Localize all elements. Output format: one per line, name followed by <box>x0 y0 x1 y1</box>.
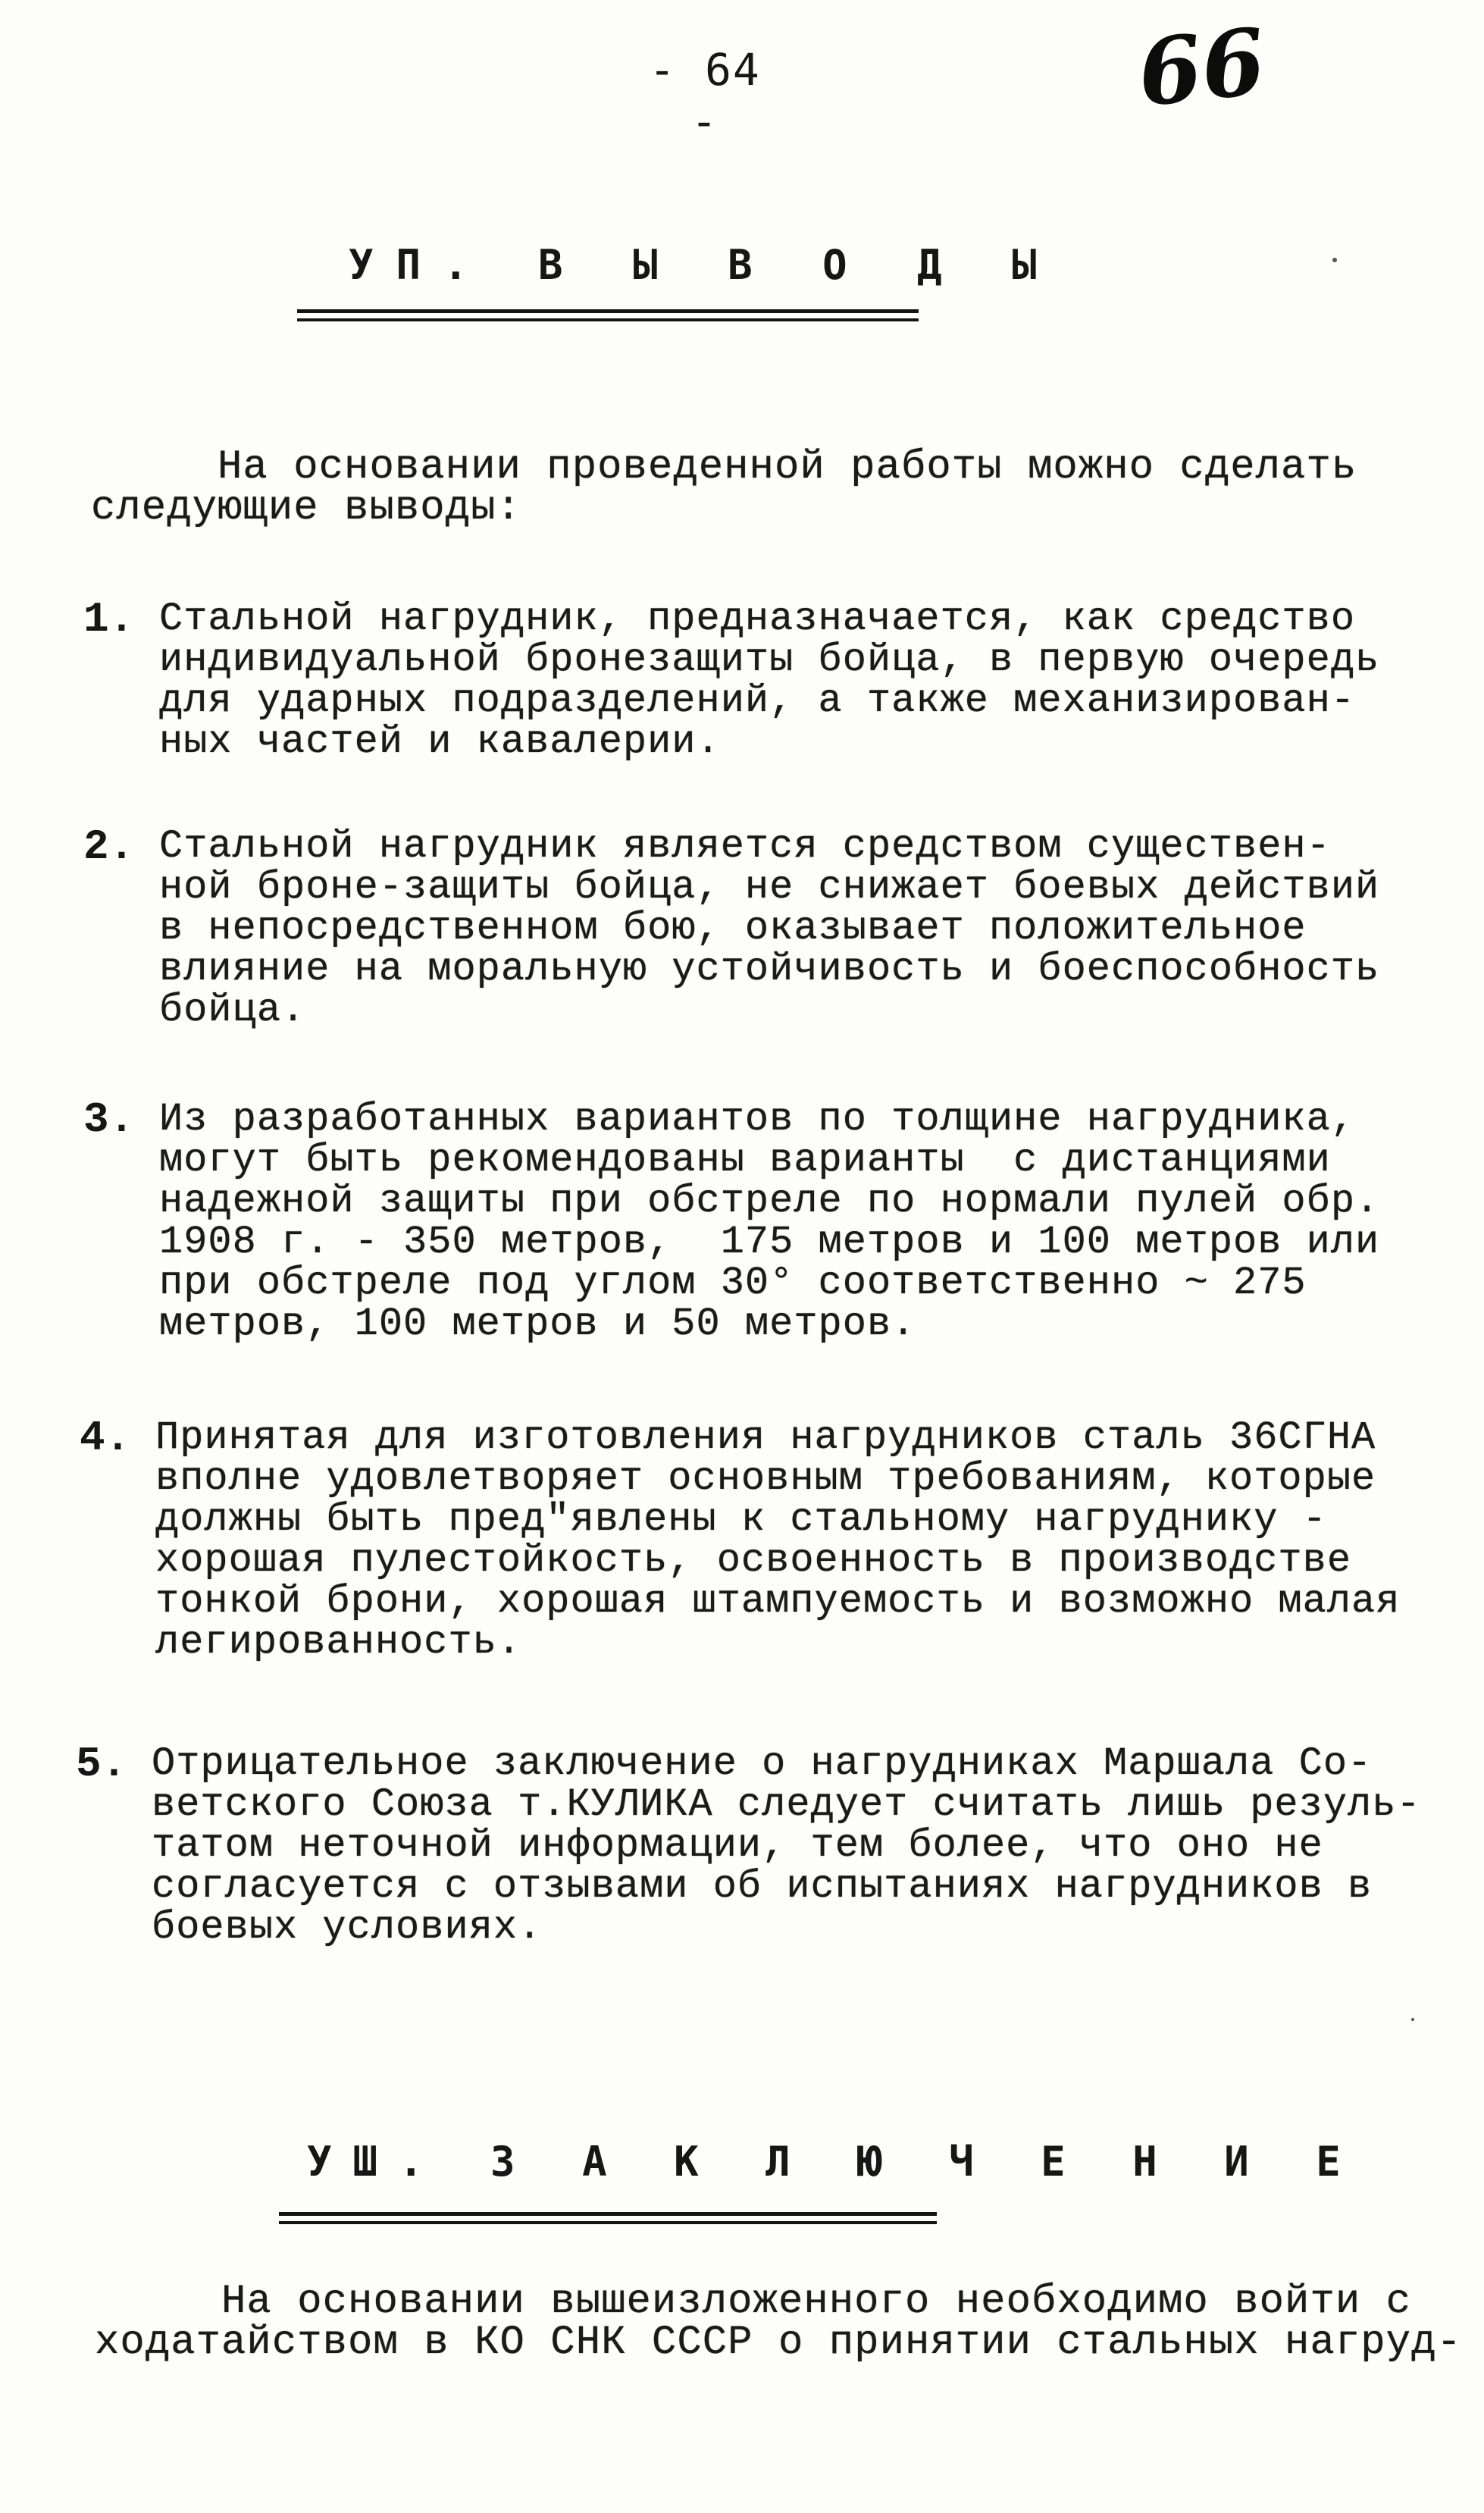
heading-underline <box>297 318 919 321</box>
text-line: Стальной нагрудник является средством существен- <box>159 824 1331 869</box>
text-line: тонкой брони, хорошая штампуемость и возможно малая <box>155 1579 1401 1624</box>
section-heading-conclusions: УП. В Ы В О Д Ы <box>349 241 1060 289</box>
text-line: ных частей и кавалерии. <box>159 719 721 764</box>
text-line: метров, 100 метров и 50 метров. <box>159 1302 916 1346</box>
text-line: татом неточной информации, тем более, что оно не <box>152 1823 1323 1868</box>
paper-speck <box>1411 2018 1414 2021</box>
text-line: Отрицательное заключение о нагрудниках Маршала Со- <box>152 1741 1373 1786</box>
text-line: индивидуальной бронезащиты бойца, в первую очередь <box>159 638 1380 682</box>
text-line: влияние на моральную устойчивость и боеспособность <box>159 947 1380 992</box>
conclusion-paragraph <box>95 2279 1462 2366</box>
text-line: На основании проведенной работы можно сделать <box>91 444 1357 490</box>
text-line: надежной защиты при обстреле по нормали пулей обр. <box>159 1179 1380 1224</box>
text-line: в непосредственном бою, оказывает положительное <box>159 906 1307 951</box>
item-text <box>155 1415 1401 1665</box>
text-line: ветского Союза т.КУЛИКА следует считать лишь резуль- <box>152 1782 1421 1827</box>
text-line: хорошая пулестойкость, освоенность в производстве <box>155 1538 1352 1583</box>
heading-underline <box>279 2212 937 2216</box>
item-number: 1. <box>83 595 135 644</box>
heading-underline <box>297 309 919 313</box>
text-line: ной броне-защиты бойца, не снижает боевых действий <box>159 865 1380 910</box>
section-heading-conclusion: УШ. З А К Л Ю Ч Е Н И Е <box>307 2138 1362 2186</box>
page-number: - 64 - <box>649 44 761 147</box>
text-line: боевых условиях. <box>152 1905 543 1950</box>
text-line: могут быть рекомендованы варианты с дистанциями <box>159 1138 1331 1183</box>
item-text <box>152 1741 1421 1950</box>
item-number: 2. <box>83 823 135 871</box>
text-line: 1908 г. - 350 метров, 175 метров и 100 метров или <box>159 1220 1380 1264</box>
text-line: при обстреле под углом 30° соответственно ~ 275 <box>159 1261 1307 1305</box>
intro-paragraph <box>91 444 1357 531</box>
text-line: следующие выводы: <box>91 485 521 531</box>
archive-page-number-handwritten: 66 <box>1133 8 1270 128</box>
text-line: легированность. <box>155 1620 522 1665</box>
item-number: 5. <box>76 1740 127 1788</box>
text-line: Из разработанных вариантов по толщине нагрудника, <box>159 1097 1356 1142</box>
text-line: согласуется с отзывами об испытаниях нагрудников в <box>152 1864 1373 1909</box>
item-number: 4. <box>80 1414 131 1462</box>
text-line: Стальной нагрудник, предназначается, как средство <box>159 597 1356 641</box>
item-text <box>159 826 1379 1031</box>
item-text <box>159 599 1379 763</box>
text-line: На основании вышеизложенного необходимо войти с <box>95 2279 1412 2325</box>
text-line: бойца. <box>159 988 306 1032</box>
item-text <box>159 1099 1379 1345</box>
text-line: Принятая для изготовления нагрудников сталь 36СГНА <box>155 1415 1376 1460</box>
text-line: ходатайством в КО СНК СССР о принятии стальных нагруд- <box>95 2320 1462 2366</box>
text-line: вполне удовлетворяет основным требованиям, которые <box>155 1456 1376 1501</box>
text-line: для ударных подразделений, а также механизирован- <box>159 678 1356 723</box>
item-number: 3. <box>83 1095 135 1144</box>
paper-speck <box>1332 258 1337 262</box>
text-line: должны быть пред"явлены к стальному нагруднику - <box>155 1497 1327 1542</box>
heading-underline <box>279 2221 937 2224</box>
